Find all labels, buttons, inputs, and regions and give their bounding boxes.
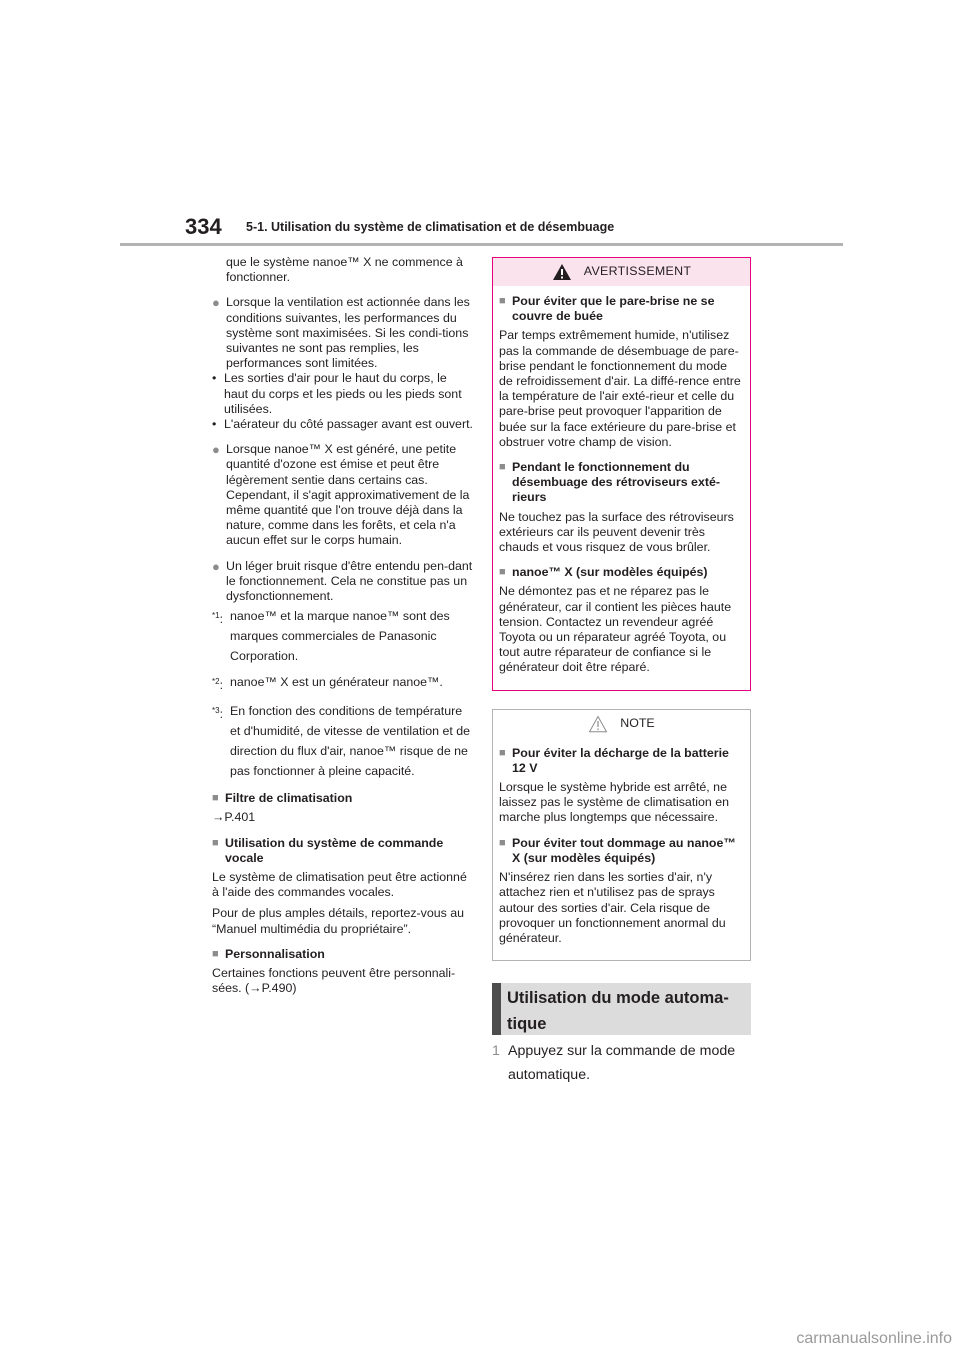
section-header-auto-mode: [492, 983, 751, 1035]
continued-text: que le système nanoe™ X ne commence à fonctionner.: [226, 255, 463, 285]
left-column: [212, 255, 474, 1003]
list-item: [212, 442, 474, 548]
warning-item-heading: ■ Pendant le fonctionnement du désembuage des rétroviseurs exté-rieurs: [499, 460, 720, 505]
square-bullet-icon: ■: [212, 792, 219, 805]
footnote: $^{*2}$: nanoe™ X est un générateur nanoe™.: [212, 675, 443, 693]
page-reference: →P.401: [212, 810, 256, 825]
caution-triangle-icon: [588, 715, 608, 733]
warning-box: [492, 257, 751, 691]
bullet-dot-icon: ●: [212, 558, 220, 574]
square-bullet-icon: ■: [212, 947, 219, 960]
warning-item-text: Ne démontez pas et ne réparez pas le générateur, car il contient les pièces haute tension. Contactez un revendeur agréé Toyota ou un réparateur agréé Toyota, ou tout autre réparateur de confiance si le générateur doit être réparé.: [499, 584, 732, 675]
warning-triangle-icon: [552, 263, 572, 281]
footnote: $^{*1}$: nanoe™ et la marque nanoe™ sont des marques commerciales de Panasonic Corporation.: [212, 609, 450, 664]
note-item-heading: ■ Pour éviter la décharge de la batterie 12 V: [499, 745, 729, 775]
note-title: NOTE: [620, 716, 655, 731]
section-heading: ■ Filtre de climatisation: [212, 791, 353, 806]
warning-item-heading: ■ Pour éviter que le pare-brise ne se couvre de buée: [499, 294, 715, 324]
header-divider: [120, 243, 843, 246]
footnote: $^{*3}$: En fonction des conditions de température et d'humidité, de vitesse de ventilation et de direction du flux d'air, nanoe™ risque de ne pas fonctionner à pleine capacité.: [212, 704, 471, 779]
warning-item-heading: ■ nanoe™ X (sur modèles équipés): [499, 565, 708, 580]
sub-list-item: • Les sorties d'air pour le haut du corps, le haut du corps et les pieds ou les pieds sont utilisées.: [212, 371, 462, 416]
note-item-text: N'insérez rien dans les sorties d'air, n'y attachez rien et n'utilisez pas de sprays autour des sorties d'air. Cela risque de provoquer un fonctionnement anormal du générateur.: [499, 870, 726, 945]
square-bullet-icon: ■: [499, 295, 506, 307]
square-bullet-icon: ■: [499, 746, 506, 759]
square-bullet-icon: ■: [212, 836, 219, 849]
bullet-dot-icon: ●: [212, 442, 220, 458]
sub-list-item: • L'aérateur du côté passager avant est ouvert.: [212, 417, 473, 432]
note-item-text: Lorsque le système hybride est arrêté, ne laissez pas le système de climatisation en marche plus longtemps que nécessaire.: [499, 780, 730, 825]
note-header: [493, 710, 750, 738]
page-number: 334: [185, 214, 222, 239]
paragraph: Certaines fonctions peuvent être personnali-sées. (→P.490): [212, 966, 456, 996]
bullet-text: Lorsque nanoe™ X est généré, une petite quantité d'ozone est émise et peut être légèrement sentie dans certains cas. Cependant, il s'agit approximativement de la même quantité que l'on trouve déjà dans la nature, comme dans les forêts, et cela n'a aucun effet sur le corps humain.: [226, 442, 470, 548]
note-box: [492, 709, 751, 961]
step-text: Appuyez sur la commande de mode automatique.: [508, 1043, 736, 1084]
square-bullet-icon: ■: [499, 836, 506, 849]
warning-item-text: Par temps extrêmement humide, n'utilisez pas la commande de désembuage de pare-brise pendant le fonctionnement du mode de refroidissement d'air. La diffé-rence entre la température de l'air exté-rieur et celle du pare-brise peut provoquer l'apparition de buée sur la face extérieure du pare-brise et obstruer votre champ de vision.: [499, 328, 741, 449]
section-heading: ■ Utilisation du système de commande vocale: [212, 835, 444, 865]
note-item-heading: ■ Pour éviter tout dommage au nanoe™ X (sur modèles équipés): [499, 835, 736, 865]
bullet-dot-icon: ●: [212, 295, 220, 311]
square-bullet-icon: ■: [499, 461, 506, 474]
bullet-text: Un léger bruit risque d'être entendu pen-dant le fonctionnement. Cela ne constitue pas un dysfonctionnement.: [226, 558, 473, 604]
paragraph: Pour de plus amples détails, reportez-vous au “Manuel multimédia du propriétaire”.: [212, 906, 465, 936]
section-heading: ■ Personnalisation: [212, 946, 325, 961]
section-title: Utilisation du mode automa-tique: [507, 989, 729, 1034]
warning-item-text: Ne touchez pas la surface des rétroviseurs extérieurs car ils peuvent devenir très chauds et vous risquez de vous brûler.: [499, 509, 734, 555]
right-column: [492, 257, 751, 1087]
watermark: carmanualsonline.info: [796, 1330, 952, 1347]
warning-title: AVERTISSEMENT: [583, 264, 692, 279]
step-item: [492, 1039, 751, 1087]
list-item: [212, 559, 474, 605]
step-number: 1: [492, 1043, 500, 1060]
bullet-text: Lorsque la ventilation est actionnée dans les conditions suivantes, les performances du système sont maximisées. Si les condi-tions suivantes ne sont pas remplies, les performances sont limitées.: [226, 295, 470, 371]
square-bullet-icon: ■: [499, 566, 506, 579]
sub-list: [212, 371, 474, 432]
warning-header: [493, 258, 750, 286]
chapter-title: 5-1. Utilisation du système de climatisation et de désembuage: [246, 220, 615, 234]
list-item: [212, 295, 474, 432]
section-accent-bar: [492, 983, 501, 1035]
paragraph: Le système de climatisation peut être actionné à l'aide des commandes vocales.: [212, 870, 467, 900]
